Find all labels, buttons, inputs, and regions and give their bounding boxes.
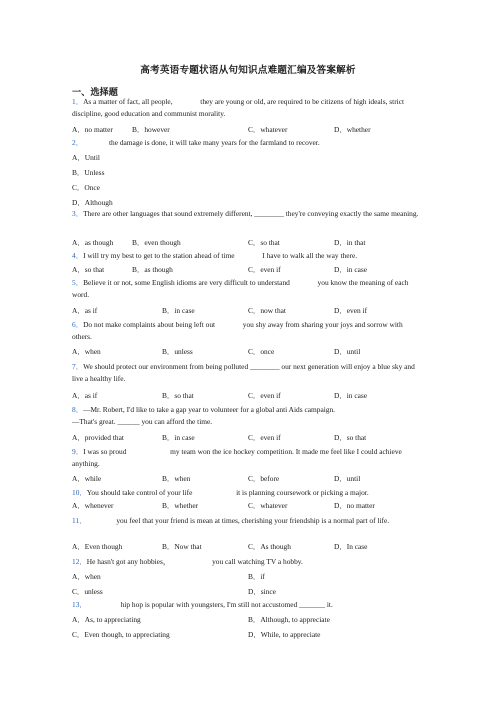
option-a[interactable]: A．As, to appreciating [72, 615, 141, 624]
option-c[interactable]: C．before [248, 474, 280, 483]
option-a[interactable]: A．as if [72, 306, 98, 315]
question-7: 7．We should protect our environment from being polluted ________ our next generation will enjoy a blue sky and live a healthy life. [72, 362, 415, 383]
question-13: 13． hip hop is popular with youngsters, I'm still not accustomed _______ it. [72, 600, 333, 609]
option-d[interactable]: D．in case [334, 265, 368, 274]
option-b[interactable]: B．in case [162, 433, 195, 442]
question-11: 11． you feel that your friend is mean at times, cherishing your friendship is a normal part of life. [72, 516, 390, 525]
option-a[interactable]: A．provided that [72, 433, 124, 442]
page-title: 高考英语专题状语从句知识点难题汇编及答案解析 [140, 65, 356, 76]
option-b[interactable]: B．Now that [162, 542, 202, 551]
question-5: 5．Believe it or not, some English idioms are very difficult to understand you know the meaning of each word. [72, 278, 409, 299]
option-a[interactable]: A．as if [72, 391, 98, 400]
option-c[interactable]: C．whatever [248, 501, 288, 510]
option-b[interactable]: B．when [162, 474, 191, 483]
option-a[interactable]: A．no matter [72, 125, 113, 134]
option-d[interactable]: D．even if [334, 306, 368, 315]
option-c[interactable]: C．so that [248, 238, 280, 247]
option-d[interactable]: D．until [334, 347, 361, 356]
option-a[interactable]: A．while [72, 474, 102, 483]
option-d[interactable]: D．in case [334, 391, 368, 400]
option-c[interactable]: C．Once [72, 183, 100, 192]
option-a[interactable]: A．whenever [72, 501, 114, 510]
question-9: 9．I was so proud my team won the ice hockey competition. It made me feel like I could achieve anything. [72, 447, 402, 468]
question-6: 6．Do not make complaints about being left out you shy away from sharing your joys and sorrow with others. [72, 320, 403, 341]
question-10: 10．You should take control of your life it is planning coursework or picking a major. [72, 488, 369, 497]
option-c[interactable]: C．whatever [248, 125, 288, 134]
question-12: 12．He hasn't got any hobbies， you call watching TV a hobby. [72, 557, 303, 566]
option-a[interactable]: A．when [72, 572, 101, 581]
option-b[interactable]: B．Although, to appreciate [248, 615, 330, 624]
option-c[interactable]: C．now that [248, 306, 286, 315]
option-a[interactable]: A．Until [72, 153, 100, 162]
option-c[interactable]: C．once [248, 347, 275, 356]
option-c[interactable]: C．As though [248, 542, 291, 551]
option-b[interactable]: B．if [248, 572, 265, 581]
option-c[interactable]: C．even if [248, 391, 281, 400]
option-c[interactable]: C．unless [72, 587, 103, 596]
option-d[interactable]: D．whether [334, 125, 371, 134]
option-b[interactable]: B．Unless [72, 168, 105, 177]
section-heading: 一、选择题 [72, 87, 118, 97]
question-2: 2． the damage is done, it will take many years for the farmland to recover. [72, 138, 320, 147]
option-b[interactable]: B．whether [162, 501, 199, 510]
option-a[interactable]: A．when [72, 347, 101, 356]
option-d[interactable]: D．in that [334, 238, 366, 247]
option-d[interactable]: D．While, to appreciate [248, 630, 321, 639]
option-b[interactable]: B．even though [132, 238, 181, 247]
option-d[interactable]: D．since [248, 587, 276, 596]
question-1: 1．As a matter of fact, all people, they are young or old, are required to be citizens of high ideals, strict discipline, good education and communist morality. [72, 97, 405, 118]
option-d[interactable]: D．Although [72, 198, 113, 207]
option-c[interactable]: C．even if [248, 265, 281, 274]
option-d[interactable]: D．In case [334, 542, 368, 551]
option-d[interactable]: D．so that [334, 433, 367, 442]
option-b[interactable]: B．as though [132, 265, 173, 274]
option-a[interactable]: A．as though [72, 238, 114, 247]
option-b[interactable]: B．in case [162, 306, 195, 315]
option-c[interactable]: C．even if [248, 433, 281, 442]
option-d[interactable]: D．no matter [334, 501, 375, 510]
option-a[interactable]: A．so that [72, 265, 105, 274]
question-3: 3．There are other languages that sound extremely different, ________ they're conveying exactly the same meaning. [72, 209, 419, 218]
option-b[interactable]: B．unless [162, 347, 193, 356]
option-c[interactable]: C．Even though, to appreciating [72, 630, 170, 639]
option-b[interactable]: B．however [132, 125, 170, 134]
option-d[interactable]: D．until [334, 474, 361, 483]
option-b[interactable]: B．so that [162, 391, 194, 400]
question-4: 4．I will try my best to get to the station ahead of time I have to walk all the way there. [72, 251, 358, 260]
question-8: 8．—Mr. Robert, I'd like to take a gap year to volunteer for a global anti Aids campaign. —That's great. ______ you can afford the time. [72, 405, 336, 426]
option-a[interactable]: A．Even though [72, 542, 123, 551]
